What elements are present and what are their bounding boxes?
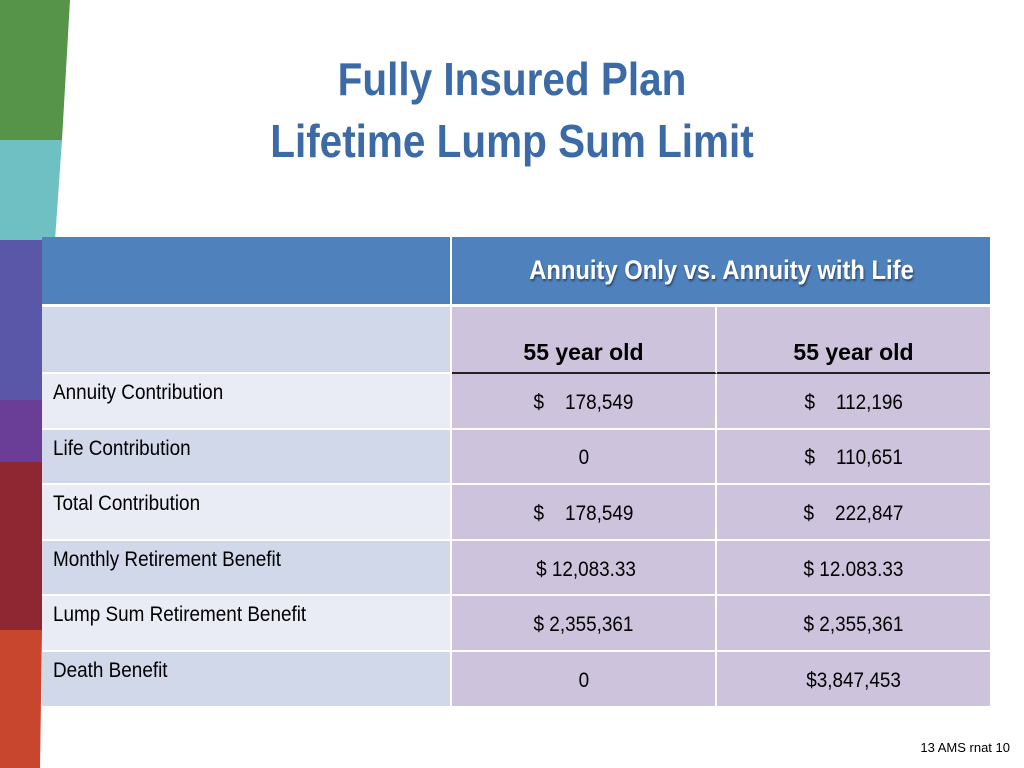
- row-value: $ 110,651: [804, 446, 903, 470]
- header-blank-cell: [42, 237, 452, 307]
- bar-segment-teal: [0, 140, 62, 240]
- row-value: $ 178,549: [533, 501, 634, 525]
- row-value: $ 222,847: [803, 501, 904, 525]
- row-label: Annuity Contribution: [53, 381, 224, 404]
- value-cell-annuity-with-life: [717, 596, 990, 652]
- value-cell-annuity-with-life: [717, 430, 990, 486]
- row-value: $ 12.083.33: [803, 557, 904, 581]
- row-value: $ 112,196: [804, 390, 903, 414]
- row-label-cell: [42, 652, 452, 708]
- row-value: $ 2,355,361: [533, 613, 634, 637]
- row-label-cell: [42, 485, 452, 541]
- table-row: [42, 596, 990, 652]
- bar-segment-red: [0, 462, 42, 630]
- row-value: $3,847,453: [806, 668, 901, 692]
- group-header: [452, 237, 990, 307]
- row-value: 0: [578, 668, 589, 692]
- value-cell-annuity-with-life: [717, 485, 990, 541]
- value-cell-annuity-only: [452, 541, 717, 597]
- bar-segment-purple: [0, 400, 42, 462]
- column-header-annuity-only: 55 year old: [452, 307, 717, 374]
- row-label-cell: [42, 374, 452, 430]
- title-line-1: Fully Insured Plan: [337, 53, 687, 105]
- row-label: Monthly Retirement Benefit: [53, 547, 281, 571]
- value-cell-annuity-with-life: [717, 652, 990, 708]
- row-label: Total Contribution: [53, 492, 201, 516]
- bar-segment-green: [0, 0, 70, 140]
- row-label: Lump Sum Retirement Benefit: [53, 603, 307, 627]
- value-cell-annuity-with-life: [717, 374, 990, 430]
- table-row: [42, 541, 990, 597]
- slide-title: [61, 48, 962, 172]
- subheader-blank-cell: [42, 307, 452, 374]
- bar-segment-orange: [0, 630, 42, 768]
- table-row: [42, 430, 990, 486]
- value-cell-annuity-only: [452, 374, 717, 430]
- column-header-annuity-with-life: 55 year old: [717, 307, 990, 374]
- title-line-2: Lifetime Lump Sum Limit: [270, 115, 754, 167]
- group-header-text: Annuity Only vs. Annuity with Life: [528, 255, 914, 285]
- value-cell-annuity-only: [452, 430, 717, 486]
- value-cell-annuity-only: [452, 485, 717, 541]
- table-row: [42, 485, 990, 541]
- row-label: Life Contribution: [53, 436, 191, 460]
- row-label-cell: [42, 541, 452, 597]
- table-header-row: [42, 237, 990, 307]
- row-label-cell: [42, 430, 452, 486]
- row-value: 0: [578, 446, 589, 470]
- value-cell-annuity-only: [452, 652, 717, 708]
- row-value: $ 178,549: [533, 390, 634, 414]
- bar-segment-blue: [0, 240, 42, 400]
- table-row: [42, 652, 990, 708]
- value-cell-annuity-only: [452, 596, 717, 652]
- comparison-table: [42, 237, 990, 708]
- value-cell-annuity-with-life: [717, 541, 990, 597]
- row-value: $ 12,083.33: [530, 557, 637, 581]
- row-label: Death Benefit: [53, 658, 168, 682]
- table-row: [42, 374, 990, 430]
- slide-footer: 13 AMS rnat 10: [920, 740, 1010, 755]
- column-header-row: [42, 307, 990, 374]
- row-value: $ 2,355,361: [803, 613, 904, 637]
- row-label-cell: [42, 596, 452, 652]
